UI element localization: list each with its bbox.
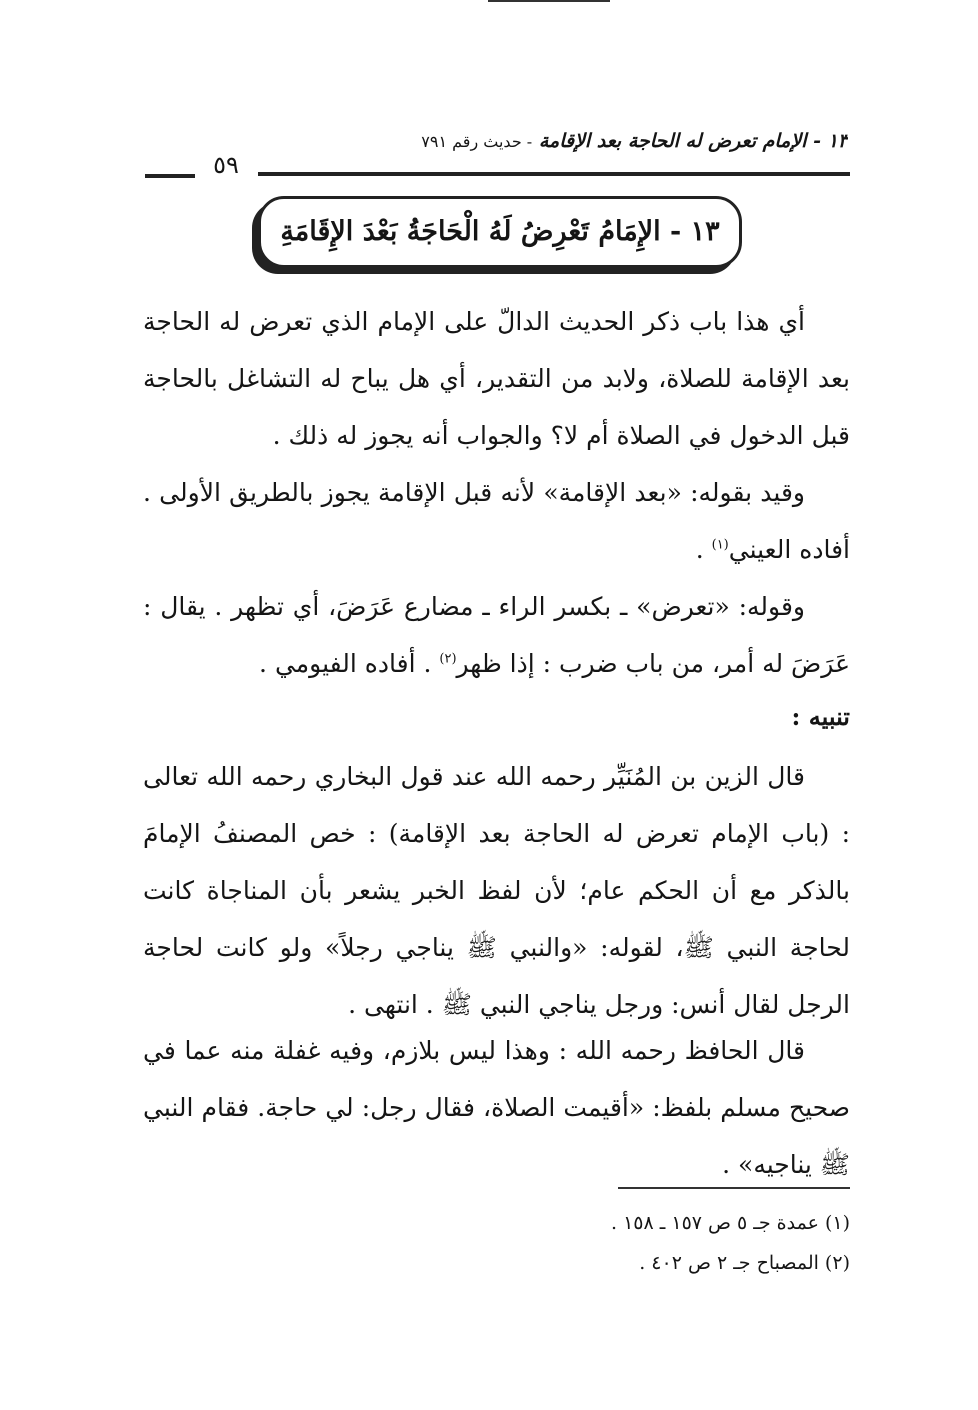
chapter-title: ١٣ - الإِمَامُ تَعْرِضُ لَهُ الْحَاجَةُ بَعْدَ الإِقَامَةِ — [280, 216, 720, 247]
paragraph-4: قال الزين بن المُنَيِّر رحمه الله عند قول البخاري رحمه الله تعالى : (باب الإمام تعرض له الحاجة بعد الإقامة) : خص المصنفُ الإمامَ بالذكر مع أن الحكم عام؛ لأن لفظ الخبر يشعر بأن المناجاة كانت لحاجة النبي ﷺ، لقوله: «والنبي ﷺ يناجي رجلاً» ولو كانت لحاجة الرجل لقال أنس: ورجل يناجي النبي ﷺ . انتهى . — [143, 762, 850, 1019]
header-rule — [258, 172, 850, 176]
paragraph-3-text: وقوله: «تعرض» ـ بكسر الراء ـ مضارع عَرَضَ، أي تظهر . يقال : عَرَضَ له أمر، من باب ضرب : إذا ظهر — [143, 592, 850, 678]
page-number: ٥٩ — [213, 151, 239, 179]
footnote-ref-1: (١) — [711, 537, 729, 553]
paragraph-3-end: . أفاده الفيومي . — [259, 649, 440, 678]
page-number-dash — [145, 174, 195, 178]
footnote-1: (١) عمدة جـ ٥ ص ١٥٧ ـ ١٥٨ . — [610, 1212, 850, 1234]
paragraph-3 — [143, 578, 850, 692]
paragraph-2 — [143, 464, 850, 578]
paragraph-5: قال الحافظ رحمه الله : وهذا ليس بلازم، وفيه غفلة منه عما في صحيح مسلم بلفظ: «أقيمت الصلاة، فقال رجل: لي حاجة. فقام النبي ﷺ يناجيه» . — [143, 1036, 850, 1179]
top-edge-rule — [488, 0, 610, 2]
notice-heading: تنبيه : — [791, 702, 850, 731]
running-header-hadith-number: - حديث رقم ٧٩١ — [421, 132, 533, 151]
footnotes — [450, 1203, 850, 1283]
paragraph-2-end: . — [695, 535, 712, 564]
footnote-ref-2: (٢) — [439, 651, 457, 667]
footnote-2: (٢) المصباح جـ ٢ ص ٤٠٢ . — [639, 1252, 850, 1274]
chapter-title-frame — [258, 196, 742, 268]
paragraph-2-text: وقيد بقوله: «بعد الإقامة» لأنه قبل الإقامة يجوز بالطريق الأولى . أفاده العيني — [143, 478, 850, 564]
paragraph-1: أي هذا باب ذكر الحديث الدالّ على الإمام الذي تعرض له الحاجة بعد الإقامة للصلاة، ولابد من التقدير، أي هل يباح له التشاغل بالحاجة قبل الدخول في الصلاة أم لا؟ والجواب أنه يجوز له ذلك . — [143, 307, 850, 450]
footnote-rule — [618, 1187, 850, 1189]
running-header — [380, 130, 848, 162]
running-header-title: ١٣ - الإمام تعرض له الحاجة بعد الإقامة — [538, 130, 848, 152]
